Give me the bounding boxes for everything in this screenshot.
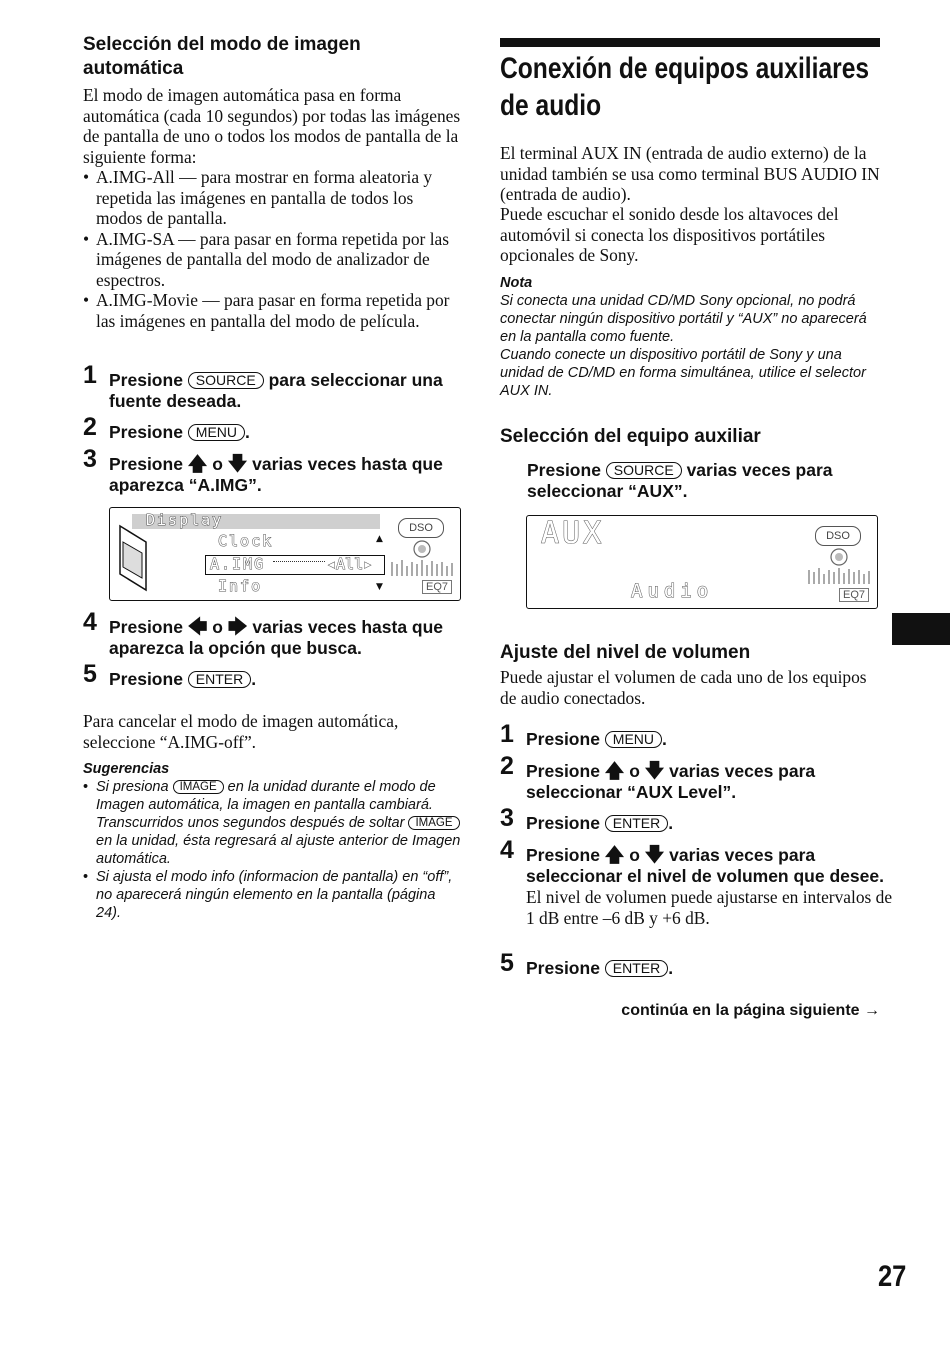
display-item-aimg: A.IMG — [210, 555, 266, 573]
scroll-up-icon: ▲ — [376, 534, 383, 544]
step-text: Presione — [109, 617, 188, 637]
volume-range-text: El nivel de volumen puede ajustarse en intervalos de 1 dB entre –6 dB y +6 dB. — [526, 887, 893, 928]
display-item-info: Info — [218, 577, 263, 595]
step-1 — [83, 361, 479, 412]
step-text: para seleccionar una fuente deseada. — [109, 370, 443, 411]
display-label-audio: Audio — [631, 580, 714, 602]
menu-key: MENU — [188, 424, 245, 441]
lcd-display-auto-image — [109, 507, 461, 601]
display-source-aux: AUX — [541, 516, 605, 551]
speaker-graphic-icon — [390, 536, 454, 576]
step-text: Presione — [109, 422, 188, 442]
step-text: . — [662, 729, 667, 749]
arrow-down-icon: 🡇 — [644, 845, 665, 866]
menu-key: MENU — [605, 731, 662, 748]
arrow-down-icon: 🡇 — [644, 761, 665, 782]
volume-step-1 — [500, 720, 896, 750]
step-number: 1 — [83, 361, 97, 389]
arrow-left-icon: 🡄 — [187, 617, 208, 638]
note-text-2: Cuando conecte un dispositivo portátil de Sony y una unidad de CD/MD en forma simultánea, utilice el selector AUX IN. — [500, 347, 866, 399]
tip-text: en la unidad durante el modo de Imagen automática, la imagen en pantalla cambiará. Transcurridos unos segundos después de soltar — [96, 779, 436, 831]
step-number: 1 — [500, 720, 514, 748]
lcd-display-aux — [526, 515, 878, 609]
step-text: Presione — [526, 813, 605, 833]
step-text: o — [624, 761, 645, 781]
volume-intro: Puede ajustar el volumen de cada uno de los equipos de audio conectados. — [500, 667, 867, 708]
step-number: 5 — [83, 660, 97, 688]
eq-badge: EQ7 — [422, 580, 452, 594]
aux-select-step — [500, 460, 879, 502]
step-text: varias veces para seleccionar “AUX Level”. — [526, 761, 816, 802]
arrow-up-icon: 🡅 — [604, 761, 625, 782]
section-tab-marker — [892, 613, 950, 645]
page-number: 27 — [878, 1260, 907, 1293]
source-key: SOURCE — [606, 462, 682, 479]
step-2 — [83, 413, 479, 443]
dotted-leader — [273, 561, 325, 562]
tips-list — [83, 778, 463, 922]
volume-step-2 — [500, 752, 896, 803]
dso-eq-panel — [807, 522, 871, 604]
tips-title: Sugerencias — [83, 761, 170, 777]
display-value-all: ◂All▸ — [327, 555, 373, 573]
step-text: o — [207, 454, 228, 474]
tip-text: Si presiona — [96, 779, 173, 795]
aux-intro: El terminal AUX IN (entrada de audio externo) de la unidad también se usa como terminal BUS AUDIO IN (entrada de audio). — [500, 143, 880, 204]
volume-step-4 — [500, 836, 896, 928]
auto-image-intro: El modo de imagen automática pasa en forma automática (cada 10 segundos) por todas las imágenes de pantalla de uno o todos los modos de pantalla de la siguiente forma: — [83, 85, 461, 167]
list-item: • A.IMG-All — para mostrar en forma aleatoria y repetida las imágenes en pantalla de todos los modos de pantalla. — [83, 167, 463, 229]
section-title-aux: Conexión de equipos auxiliares de audio — [500, 52, 870, 122]
step-text: o — [624, 845, 645, 865]
step-text: Presione — [109, 370, 188, 390]
title-rule — [500, 38, 880, 47]
display-menu-title: Display — [146, 511, 224, 529]
step-text: varias veces hasta que aparezca la opción que busca. — [109, 617, 444, 658]
section-heading-volume: Ajuste del nivel de volumen — [500, 642, 751, 663]
dso-badge: DSO — [398, 518, 444, 538]
list-item — [83, 778, 463, 868]
step-3 — [83, 445, 479, 496]
eq-badge: EQ7 — [839, 588, 869, 602]
step-number: 4 — [83, 608, 97, 636]
step-text: Presione — [526, 845, 605, 865]
dso-badge: DSO — [815, 526, 861, 546]
step-number: 5 — [500, 949, 514, 977]
step-text: o — [207, 617, 228, 637]
step-text: Presione — [109, 669, 188, 689]
speaker-graphic-icon — [807, 544, 871, 584]
enter-key: ENTER — [605, 960, 668, 977]
step-number: 4 — [500, 836, 514, 864]
section-heading-aux-select: Selección del equipo auxiliar — [500, 426, 761, 447]
step-4 — [83, 608, 479, 659]
arrow-right-icon: 🡆 — [227, 617, 248, 638]
arrow-up-icon: 🡅 — [604, 845, 625, 866]
list-item: • A.IMG-Movie — para pasar en forma repetida por las imágenes en pantalla del modo de película. — [83, 290, 463, 331]
image-key: IMAGE — [408, 816, 459, 830]
step-text: Presione — [526, 729, 605, 749]
step-number: 3 — [500, 804, 514, 832]
step-text: . — [668, 958, 674, 978]
volume-step-3 — [500, 804, 896, 834]
cancel-auto-image-text: Para cancelar el modo de imagen automática, seleccione “A.IMG-off”. — [83, 711, 399, 752]
aux-intro-2: Puede escuchar el sonido desde los altavoces del automóvil si conecta los dispositivos portátiles opcionales de Sony. — [500, 204, 839, 265]
dso-eq-panel — [390, 514, 454, 596]
note-text-1: Si conecta una unidad CD/MD Sony opcional, no podrá conectar ningún dispositivo portátil y “AUX” no aparecerá en la pantalla como fuente. — [500, 293, 867, 345]
enter-key: ENTER — [188, 671, 251, 688]
step-text: Presione — [526, 958, 605, 978]
step-text: . — [668, 813, 674, 833]
source-key: SOURCE — [188, 372, 264, 389]
step-number: 2 — [500, 752, 514, 780]
list-item: • A.IMG-SA — para pasar en forma repetida por las imágenes de pantalla del modo de analizador de espectros. — [83, 229, 463, 291]
step-text: varias veces para seleccionar “AUX”. — [527, 460, 833, 501]
display-item-clock: Clock — [218, 532, 274, 550]
continue-next-page: continúa en la página siguiente → — [621, 1002, 880, 1019]
step-text: Presione — [109, 454, 188, 474]
arrow-up-icon: 🡅 — [187, 454, 208, 475]
note-title: Nota — [500, 275, 533, 291]
volume-step-5 — [500, 949, 896, 979]
scroll-down-icon: ▼ — [376, 582, 383, 592]
auto-image-modes-list — [83, 167, 463, 331]
list-item: • Si ajusta el modo info (informacion de pantalla) en “off”, no aparecerá ningún elemento en la pantalla (página 24). — [83, 868, 463, 922]
tip-text: en la unidad, ésta regresará al ajuste anterior de Imagen automática. — [96, 833, 461, 867]
step-number: 2 — [83, 413, 97, 441]
step-text: Presione — [527, 460, 606, 480]
step-text: varias veces hasta que aparezca “A.IMG”. — [109, 454, 443, 495]
section-heading-auto-image: Selección del modo de imagen automática — [83, 34, 361, 79]
arrow-down-icon: 🡇 — [227, 454, 248, 475]
image-key: IMAGE — [173, 780, 224, 794]
enter-key: ENTER — [605, 815, 668, 832]
step-text: . — [245, 422, 250, 442]
step-text: . — [251, 669, 257, 689]
step-5 — [83, 660, 479, 690]
step-number: 3 — [83, 445, 97, 473]
step-text: varias veces para seleccionar el nivel de volumen que desee. — [526, 845, 884, 886]
faceplate-icon — [114, 522, 154, 594]
step-text: Presione — [526, 761, 605, 781]
